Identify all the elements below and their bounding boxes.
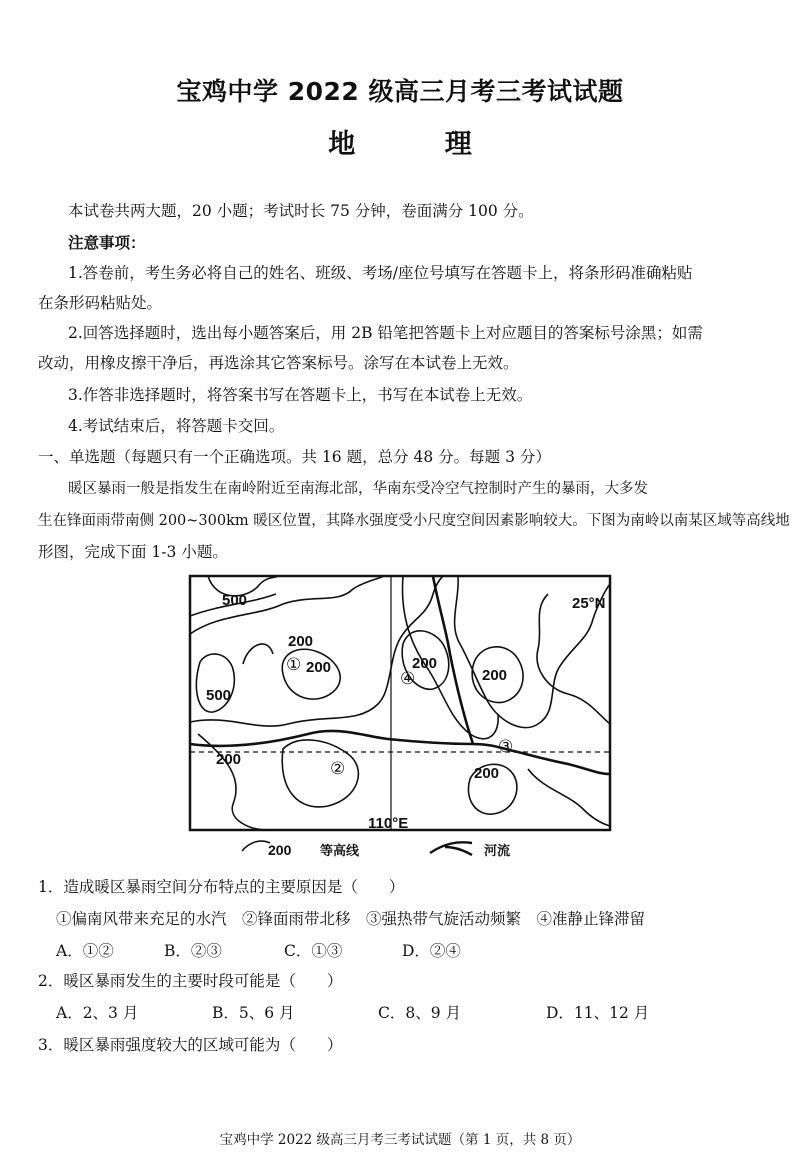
contour-200-far-right	[537, 594, 610, 724]
contour-200-left-loop-b	[243, 644, 273, 664]
latitude-label: 25°N	[572, 595, 606, 612]
q1-option-b: B．②③	[164, 942, 222, 960]
map-frame	[190, 576, 610, 830]
subject-title: 地 理	[328, 129, 512, 160]
notice-2-line-1: 2.回答选择题时，选出每小题答案后，用 2B 铅笔把答题卡上对应题目的答案标号涂黑；如需	[68, 324, 703, 342]
legend-contour-value: 200	[268, 842, 292, 858]
contour-200-bottom-right	[528, 769, 610, 826]
passage-line-2: 生在锋面雨带南侧 200~300km 暖区位置，其降水强度受小尺度空间因素影响较大。下图为南岭以南某区域等高线地	[38, 513, 790, 529]
notice-2-line-2: 改动，用橡皮擦干净后，再选涂其它答案标号。涂写在本试卷上无效。	[38, 354, 519, 372]
legend-river-text: 河流	[484, 844, 511, 859]
contour-200-bottom-left	[198, 734, 268, 830]
notice-3: 3.作答非选择题时，将答案书写在答题卡上，书写在本试卷上无效。	[68, 386, 533, 404]
exam-info: 本试卷共两大题，20 小题；考试时长 75 分钟，卷面满分 100 分。	[68, 202, 534, 220]
question-1-stem: 1．造成暖区暴雨空间分布特点的主要原因是（ ）	[38, 878, 405, 896]
river-tributary-1	[433, 576, 473, 744]
contour-map	[188, 574, 614, 864]
contour-label-200-e: 200	[482, 667, 508, 684]
notice-title: 注意事项：	[68, 233, 146, 252]
point-2-label: ②	[330, 759, 346, 779]
contour-label-200-b: 200	[306, 659, 332, 676]
notice-1-line-2: 在条形码粘贴处。	[38, 294, 163, 312]
contour-label-200-c: 200	[216, 751, 242, 768]
q2-option-a: A．2、3 月	[56, 1004, 139, 1022]
contour-label-200-a: 200	[288, 633, 314, 650]
question-1-statements: ①偏南风带来充足的水汽 ②锋面雨带北移 ③强热带气旋活动频繁 ④准静止锋滞留	[56, 910, 646, 928]
contour-200-bottom-loop	[282, 740, 358, 807]
notice-4: 4.考试结束后，将答题卡交回。	[68, 417, 285, 435]
q1-option-c: C．①③	[284, 942, 343, 960]
point-3-label: ③	[498, 737, 514, 757]
page-title: 宝鸡中学 2022 级高三月考三考试试题	[176, 77, 624, 106]
q2-option-d: D．11、12 月	[546, 1004, 650, 1022]
contour-label-200-f: 200	[474, 765, 500, 782]
contour-label-200-d: 200	[412, 655, 438, 672]
contour-label-500-left: 500	[206, 687, 232, 704]
q1-option-d: D．②④	[402, 942, 461, 960]
contour-200-upper-left	[190, 576, 384, 634]
point-4-label: ④	[400, 669, 416, 689]
legend-contour-text: 等高线	[320, 844, 360, 859]
longitude-label: 110°E	[368, 815, 409, 832]
legend-river-symbol	[430, 842, 472, 855]
q2-option-c: C．8、9 月	[378, 1004, 462, 1022]
passage-line-1: 暖区暴雨一般是指发生在南岭附近至南海北部，华南东受冷空气控制时产生的暴雨，大多发	[68, 481, 648, 497]
q1-option-a: A．①②	[56, 942, 114, 960]
contour-label-500-top: 500	[222, 592, 248, 609]
page-footer: 宝鸡中学 2022 级高三月考三考试试题（第 1 页，共 8 页）	[219, 1132, 581, 1148]
river-tributary-2	[518, 752, 610, 774]
question-2-stem: 2．暖区暴雨发生的主要时段可能是（ ）	[38, 972, 343, 990]
point-1-label: ①	[286, 655, 302, 675]
contour-lines	[190, 576, 610, 830]
q2-option-b: B．5、6 月	[212, 1004, 295, 1022]
section-heading: 一、单选题（每题只有一个正确选项。共 16 题，总分 48 分。每题 3 分）	[38, 448, 551, 466]
map-legend	[240, 833, 580, 863]
notice-1-line-1: 1.答卷前，考生务必将自己的姓名、班级、考场/座位号填写在答题卡上，将条形码准确粘贴	[68, 264, 693, 282]
question-3-stem: 3．暖区暴雨强度较大的区域可能为（ ）	[38, 1036, 343, 1054]
passage-line-3: 形图，完成下面 1-3 小题。	[38, 543, 228, 561]
legend-contour-symbol	[242, 841, 270, 851]
